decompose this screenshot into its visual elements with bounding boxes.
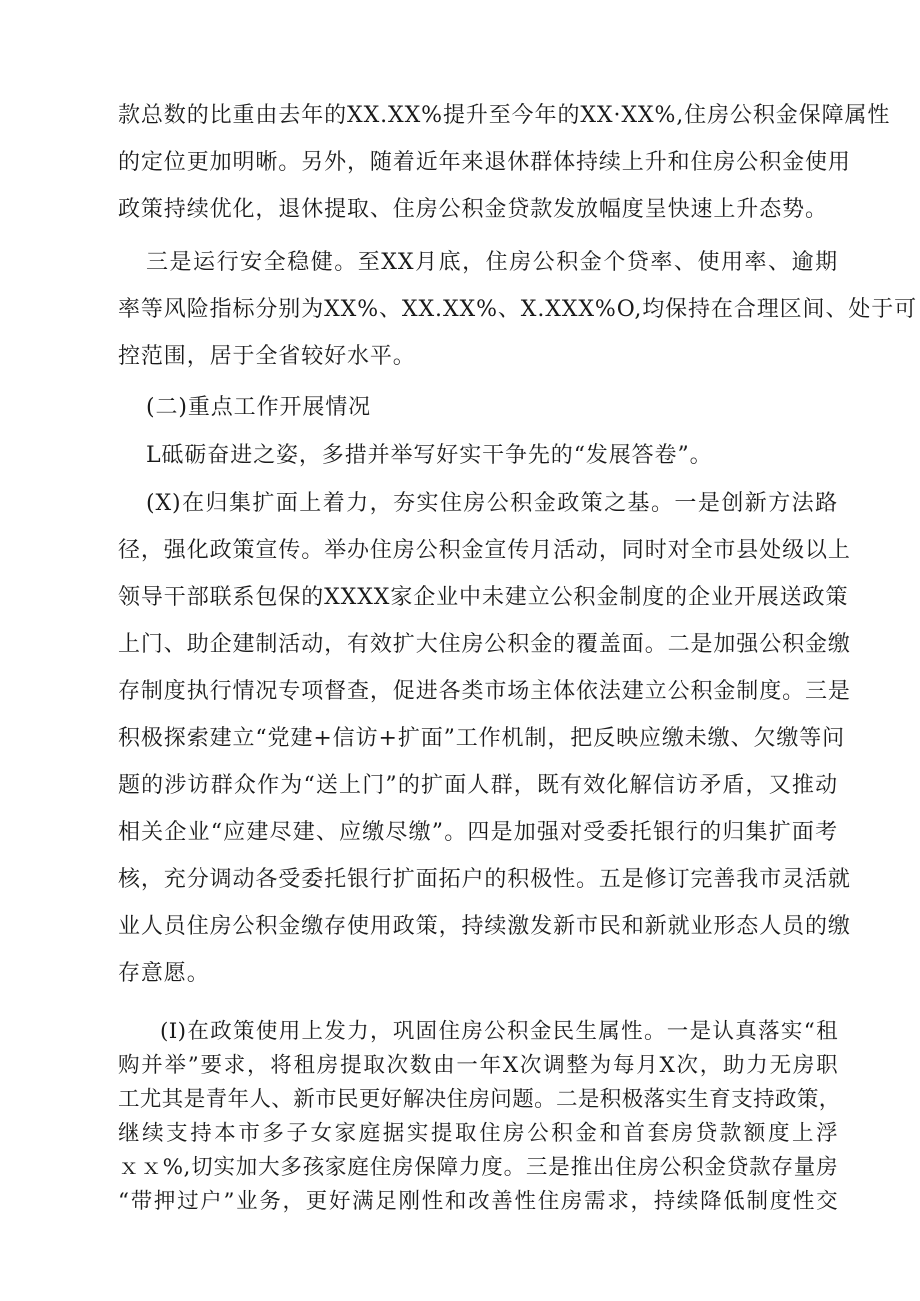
text-line: 存意愿。: [118, 961, 210, 986]
text-line: 率等风险指标分别为XX%、XX.XX%、X.XXX%O,均保持在合理区间、处于可: [118, 297, 918, 322]
text-line: ｘｘ%,切实加大多孩家庭住房保障力度。三是推出住房公积金贷款存量房: [118, 1155, 838, 1180]
text-line: 积极探索建立“党建+信访+扩面”工作机制，把反映应缴未缴、欠缴等问: [118, 726, 846, 751]
subsection-heading: L砥砺奋进之姿，多措并举写好实干争先的“发展答卷”。: [146, 443, 713, 468]
text-line: 购并举”要求，将租房提取次数由一年X次调整为每月X次，助力无房职: [118, 1053, 838, 1078]
text-line: 业人员住房公积金缴存使用政策，持续激发新市民和新就业形态人员的缴: [118, 914, 851, 939]
text-line: 相关企业“应建尽建、应缴尽缴”。四是加强对受委托银行的归集扩面考: [118, 820, 838, 845]
text-line: 领导干部联系包保的XXXX家企业中未建立公积金制度的企业开展送政策: [118, 585, 849, 610]
paragraph-start: (I)在政策使用上发力，巩固住房公积金民生属性。一是认真落实“租: [160, 1019, 838, 1044]
text-line: 的定位更加明晰。另外，随着近年来退休群体持续上升和住房公积金使用: [118, 150, 851, 175]
text-line: 上门、助企建制活动，有效扩大住房公积金的覆盖面。二是加强公积金缴: [118, 632, 851, 657]
text-line: 控范围，居于全省较好水平。: [118, 344, 416, 369]
text-line: “带押过户”业务，更好满足刚性和改善性住房需求，持续降低制度性交: [118, 1189, 838, 1214]
paragraph-start: 三是运行安全稳健。至XX月底，住房公积金个贷率、使用率、逾期: [146, 250, 838, 275]
text-line: 核，充分调动各受委托银行扩面拓户的积极性。五是修订完善我市灵活就: [118, 867, 851, 892]
text-line: 继续支持本市多子女家庭据实提取住房公积金和首套房贷款额度上浮: [118, 1121, 838, 1146]
text-line: 存制度执行情况专项督查，促进各类市场主体依法建立公积金制度。三是: [118, 679, 851, 704]
text-line: 款总数的比重由去年的XX.XX%提升至今年的XX·XX%,住房公积金保障属性: [118, 103, 891, 128]
section-heading: (二)重点工作开展情况: [146, 395, 372, 420]
text-line: 政策持续优化，退休提取、住房公积金贷款发放幅度呈快速上升态势。: [118, 197, 828, 222]
paragraph-start: (X)在归集扩面上着力，夯实住房公积金政策之基。一是创新方法路: [146, 491, 838, 516]
text-line: 题的涉访群众作为“送上门”的扩面人群，既有效化解信访矛盾，又推动: [118, 773, 838, 798]
text-line: 径，强化政策宣传。举办住房公积金宣传月活动，同时对全市县处级以上: [118, 538, 851, 563]
text-line: 工尤其是青年人、新市民更好解决住房问题。二是积极落实生育支持政策，: [118, 1087, 841, 1112]
